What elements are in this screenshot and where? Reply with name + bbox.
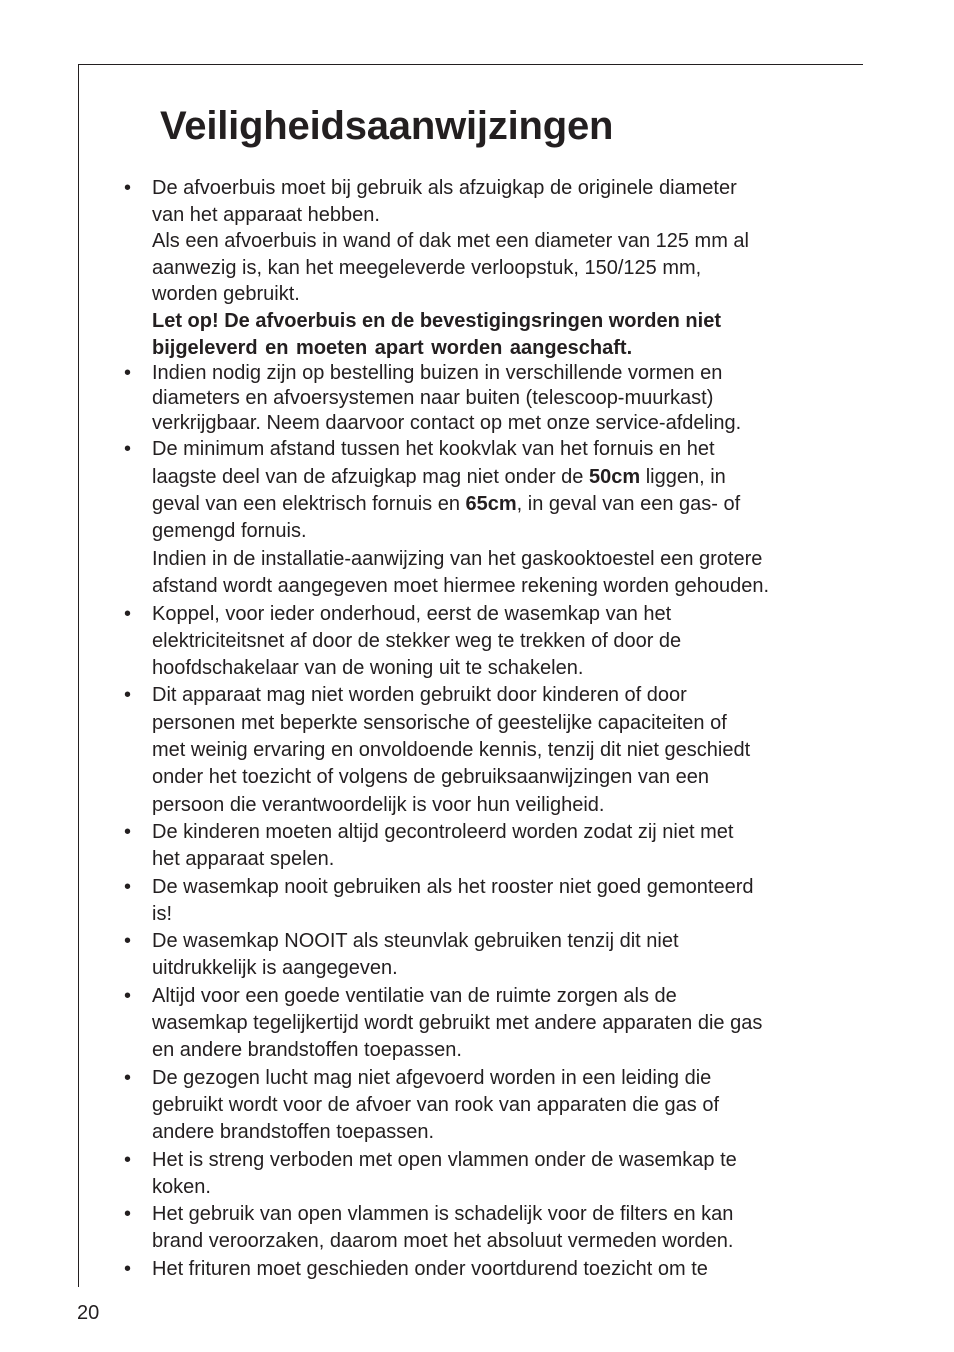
list-item — [124, 1201, 844, 1256]
text-line: Altijd voor een goede ventilatie van de ruimte zorgen als de — [152, 984, 677, 1007]
text-line: gemengd fornuis. — [152, 520, 307, 543]
text-line: andere brandstoffen toepassen. — [152, 1121, 435, 1144]
text-line: Het gebruik van open vlammen is schadelijk voor de filters en kan — [152, 1203, 734, 1226]
list-item — [124, 175, 844, 361]
min-distance-gas: 65cm — [465, 492, 517, 515]
text-run: geval van een elektrisch fornuis en — [152, 492, 466, 515]
warning-paragraph — [152, 308, 844, 361]
text-line — [152, 491, 844, 518]
text-line: Koppel, voor ieder onderhoud, eerst de wasemkap van het — [152, 602, 672, 625]
text-line: aanwezig is, kan het meegeleverde verloopstuk, 150/125 mm, — [152, 256, 702, 279]
bullet-icon: • — [124, 875, 132, 898]
text-line: Indien nodig zijn op bestelling buizen in verschillende vormen en — [152, 362, 723, 385]
list-item — [124, 601, 844, 683]
text-line: De kinderen moeten altijd gecontroleerd worden zodat zij niet met — [152, 820, 734, 843]
list-item — [124, 874, 844, 929]
text-line: Dit apparaat mag niet worden gebruikt door kinderen of door — [152, 684, 687, 707]
text-line: Het is streng verboden met open vlammen onder de wasemkap te — [152, 1148, 737, 1171]
list-item — [124, 928, 844, 983]
text-line: Indien in de installatie-aanwijzing van het gaskooktoestel een grotere — [152, 547, 763, 570]
list-item — [124, 983, 844, 1065]
list-item — [124, 361, 844, 436]
text-line: persoon die verantwoordelijk is voor hun veiligheid. — [152, 793, 605, 816]
bullet-icon: • — [124, 1257, 132, 1280]
text-line: en andere brandstoffen toepassen. — [152, 1039, 462, 1062]
text-line: gebruikt wordt voor de afvoer van rook van apparaten die gas of — [152, 1093, 720, 1116]
text-line: verkrijgbaar. Neem daarvoor contact op met onze service-afdeling. — [152, 412, 742, 435]
text-line: bijgeleverd en moeten apart worden aangeschaft. — [152, 336, 633, 359]
text-line: koken. — [152, 1175, 211, 1198]
text-line: personen met beperkte sensorische of geestelijke capaciteiten of — [152, 711, 727, 734]
text-line: Het frituren moet geschieden onder voortdurend toezicht om te — [152, 1257, 708, 1280]
text-line: De gezogen lucht mag niet afgevoerd worden in een leiding die — [152, 1066, 712, 1089]
text-line: met weinig ervaring en onvoldoende kennis, tenzij dit niet geschiedt — [152, 739, 751, 762]
text-line: afstand wordt aangegeven moet hiermee rekening worden gehouden. — [152, 575, 770, 598]
list-item — [124, 1147, 844, 1202]
text-line: De wasemkap NOOIT als steunvlak gebruiken tenzij dit niet — [152, 930, 679, 953]
text-line: Als een afvoerbuis in wand of dak met een diameter van 125 mm al — [152, 230, 749, 253]
item-paragraph — [152, 175, 844, 228]
min-distance-electric: 50cm — [588, 465, 641, 488]
text-line: van het apparaat hebben. — [152, 203, 380, 226]
bullet-icon: • — [124, 362, 132, 385]
text-line: is! — [152, 902, 172, 925]
text-line: elektriciteitsnet af door de stekker weg te trekken of door de — [152, 629, 682, 652]
text-run: liggen, in — [640, 465, 726, 488]
bullet-icon: • — [124, 1148, 132, 1171]
safety-instructions-list — [124, 175, 844, 1283]
bullet-icon: • — [124, 177, 132, 199]
page-frame-left-rule — [78, 64, 79, 1287]
item-paragraph — [152, 228, 844, 308]
list-item — [124, 1256, 844, 1283]
text-line: wasemkap tegelijkertijd wordt gebruikt met andere apparaten die gas — [152, 1012, 763, 1035]
text-line: worden gebruikt. — [152, 283, 300, 306]
page-frame-top-rule — [78, 64, 863, 65]
bullet-icon: • — [124, 984, 132, 1007]
text-run: , in geval van een gas- of — [516, 492, 741, 515]
list-item — [124, 819, 844, 874]
list-item — [124, 682, 844, 818]
text-line: De afvoerbuis moet bij gebruik als afzuigkap de originele diameter — [152, 177, 737, 199]
text-line: het apparaat spelen. — [152, 848, 335, 871]
list-item — [124, 436, 844, 600]
bullet-icon: • — [124, 1066, 132, 1089]
text-line — [152, 464, 844, 491]
text-line: De minimum afstand tussen het kookvlak van het fornuis en het — [152, 438, 715, 461]
bullet-icon: • — [124, 684, 132, 707]
page-number: 20 — [77, 1302, 100, 1324]
text-line: De wasemkap nooit gebruiken als het rooster niet goed gemonteerd — [152, 875, 754, 898]
bullet-icon: • — [124, 438, 132, 461]
bullet-icon: • — [124, 820, 132, 843]
text-line: uitdrukkelijk is aangegeven. — [152, 957, 398, 980]
text-line: diameters en afvoersystemen naar buiten (telescoop-muurkast) — [152, 387, 714, 410]
bullet-icon: • — [124, 1203, 132, 1226]
text-line: hoofdschakelaar van de woning uit te schakelen. — [152, 657, 584, 680]
page-title: Veiligheidsaanwijzingen — [160, 104, 614, 148]
text-line: Let op! De afvoerbuis en de bevestigingsringen worden niet — [152, 309, 721, 332]
text-run: laagste deel van de afzuigkap mag niet onder de — [152, 465, 589, 488]
text-line: brand veroorzaken, daarom moet het absoluut vermeden worden. — [152, 1230, 734, 1253]
bullet-icon: • — [124, 930, 132, 953]
list-item — [124, 1065, 844, 1147]
text-line: onder het toezicht of volgens de gebruiksaanwijzingen van een — [152, 766, 710, 789]
bullet-icon: • — [124, 602, 132, 625]
